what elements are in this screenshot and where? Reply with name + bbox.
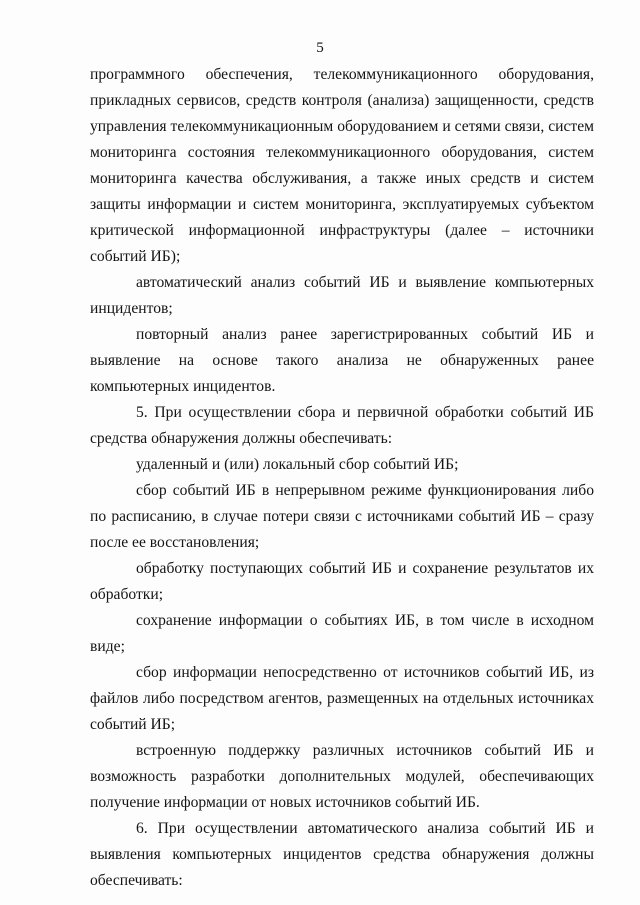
paragraph: программного обеспечения, телекоммуникационного оборудования, прикладных сервисов, средств контроля (анализа) защищенности, средств управления телекоммуникационным оборудованием и сетями связи, систем мониторинга состояния телекоммуникационного оборудования, систем мониторинга качества обслуживания, а также иных средств и систем защиты информации и систем мониторинга, эксплуатируемых субъектом критической информационной инфраструктуры (далее – источники событий ИБ); (90, 66, 594, 265)
paragraph: сбор событий ИБ в непрерывном режиме функционирования либо по расписанию, в случае потери связи с источниками событий ИБ – сразу после ее восстановления; (90, 482, 594, 551)
paragraph: сбор информации непосредственно от источников событий ИБ, из файлов либо посредством агентов, размещенных на отдельных источниках событий ИБ; (90, 664, 594, 733)
paragraph: повторный анализ ранее зарегистрированных событий ИБ и выявление на основе такого анализа не обнаруженных ранее компьютерных инцидентов. (90, 326, 594, 395)
page-number: 5 (316, 40, 324, 56)
paragraph: 6. При осуществлении автоматического анализа событий ИБ и выявления компьютерных инцидентов средства обнаружения должны обеспечивать: (90, 820, 594, 889)
paragraph: обработку поступающих событий ИБ и сохранение результатов их обработки; (90, 560, 594, 603)
paragraph: удаленный и (или) локальный сбор событий ИБ; (136, 456, 459, 473)
paragraph: 5. При осуществлении сбора и первичной обработки событий ИБ средства обнаружения должны обеспечивать: (90, 404, 594, 447)
paragraph: встроенную поддержку различных источников событий ИБ и возможность разработки дополнительных модулей, обеспечивающих получение информации от новых источников событий ИБ. (90, 742, 594, 811)
document-body (90, 62, 594, 894)
paragraph: автоматический анализ событий ИБ и выявление компьютерных инцидентов; (90, 274, 594, 317)
paragraph: сохранение информации о событиях ИБ, в том числе в исходном виде; (90, 612, 594, 655)
